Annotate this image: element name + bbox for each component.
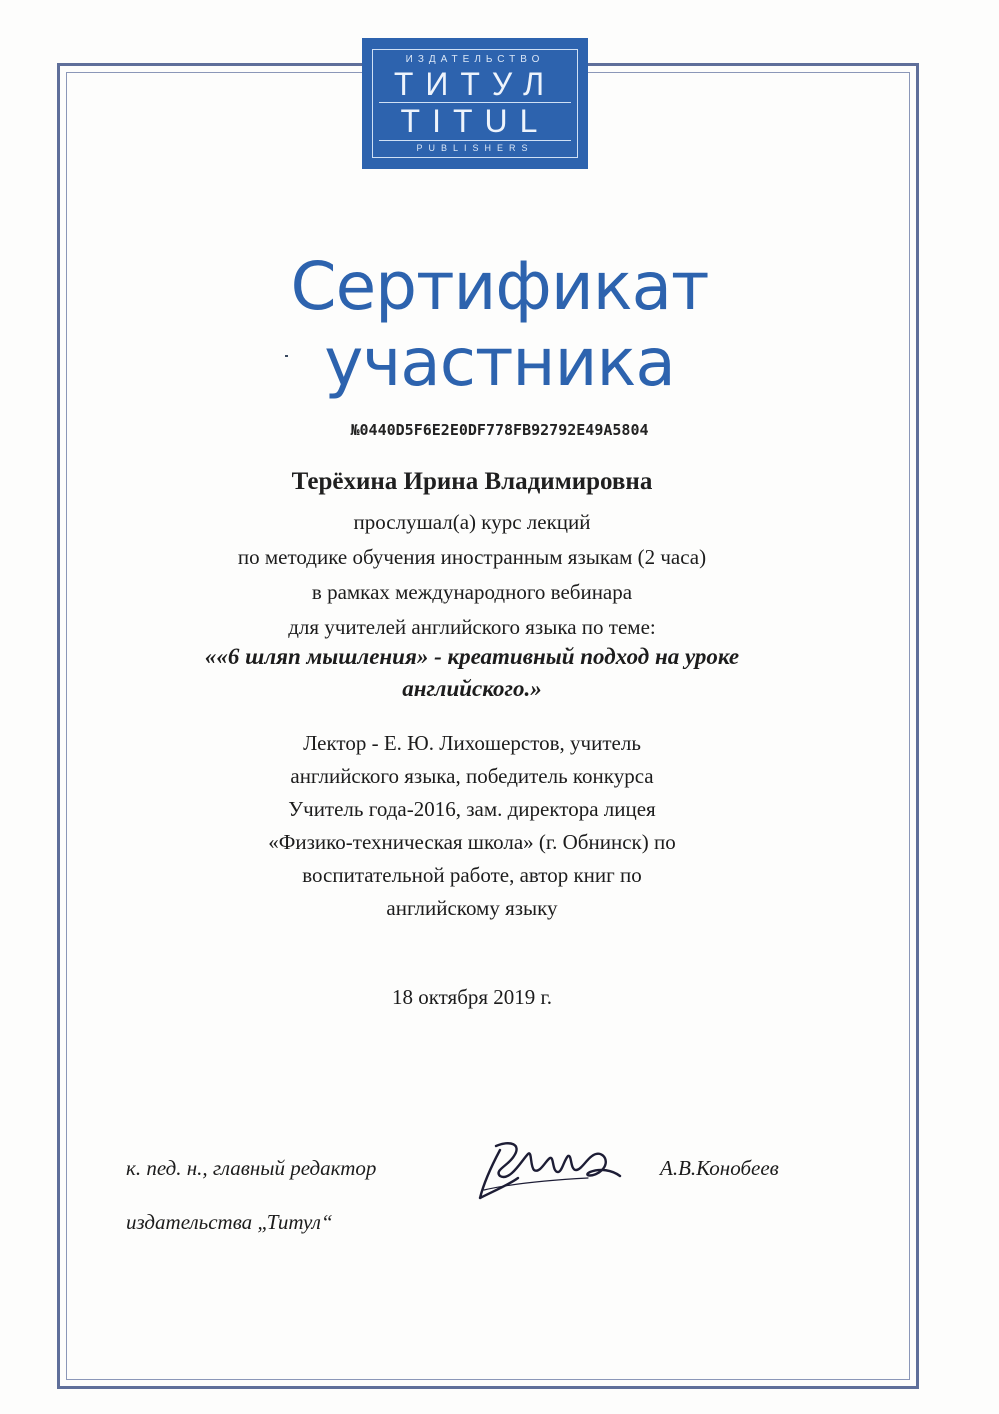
body-line: в рамках международного вебинара — [311, 580, 633, 604]
logo-border — [372, 49, 578, 158]
logo-rule — [379, 140, 571, 141]
certificate-title-line1: Сертификат — [290, 248, 709, 325]
body-line: по методике обучения иностранным языкам (2 часа) — [237, 545, 707, 569]
logo-top-text: ИЗДАТЕЛЬСТВО — [405, 54, 545, 65]
certificate-number: №0440D5F6E2E0DF778FB92792E49A5804 — [350, 421, 649, 439]
lector-description — [0, 727, 944, 925]
signatory-name: А.В.Конобеев — [660, 1156, 779, 1180]
logo-word-ru: ТИТУЛ — [393, 66, 557, 102]
logo-bottom-text: PUBLISHERS — [416, 143, 534, 153]
lector-line: Лектор - Е. Ю. Лихошерстов, учитель — [303, 731, 641, 755]
topic-line: ««6 шляп мышления» - креативный подход на уроке — [204, 644, 740, 669]
print-speck — [285, 355, 288, 357]
lector-line: Учитель года-2016, зам. директора лицея — [288, 797, 656, 821]
logo-word-en: TITUL — [400, 103, 550, 139]
lector-line: английского языка, победитель конкурса — [290, 764, 654, 788]
recipient-name: Терёхина Ирина Владимировна — [291, 468, 653, 495]
webinar-topic — [0, 641, 944, 705]
issue-date: 18 октября 2019 г. — [391, 985, 553, 1009]
titul-publisher-logo — [362, 38, 588, 169]
signatory-publisher: издательства „Титул“ — [126, 1210, 333, 1234]
lector-line: «Физико-техническая школа» (г. Обнинск) по — [268, 830, 676, 854]
body-line: прослушал(а) курс лекций — [353, 510, 591, 534]
handwritten-signature — [470, 1120, 630, 1210]
body-line: для учителей английского языка по теме: — [288, 615, 656, 639]
certificate-title-line2: участника — [324, 324, 675, 401]
lector-line: английскому языку — [386, 896, 558, 920]
lector-line: воспитательной работе, автор книг по — [302, 863, 642, 887]
course-description — [0, 505, 944, 645]
topic-line: английского.» — [402, 676, 542, 701]
signatory-title: к. пед. н., главный редактор — [126, 1156, 377, 1180]
